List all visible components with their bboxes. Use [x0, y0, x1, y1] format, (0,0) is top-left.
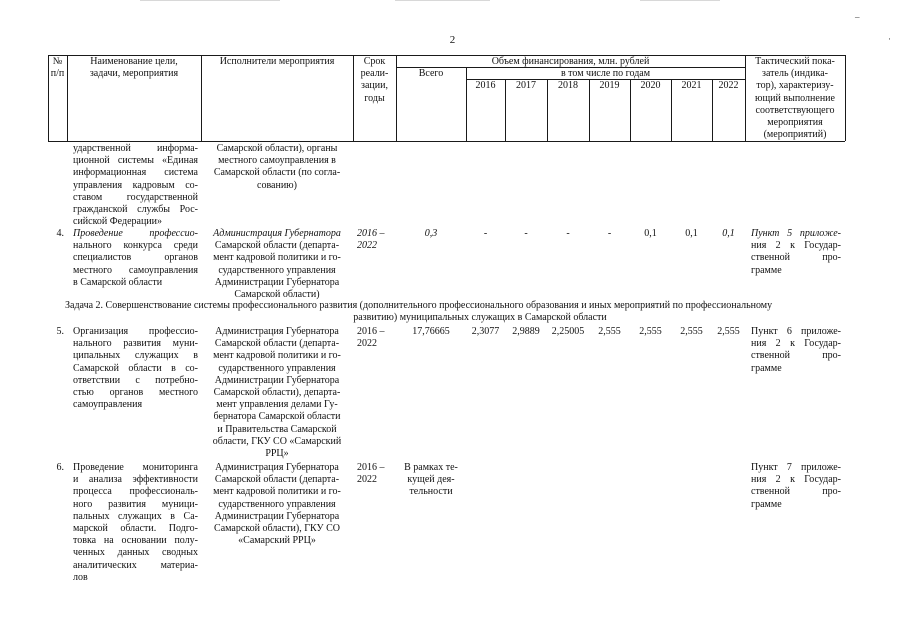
- row-term: 2016 – 2022: [357, 228, 385, 252]
- row-executors: Администрация Губернатора Самарской области (департа- мент кадровой политики и го- сударственного управления Администрации Губернатора Самарской области): [213, 228, 341, 301]
- row-number: 4.: [56, 228, 64, 239]
- page-number: 2: [449, 34, 456, 46]
- row-year-value: 2,3077: [471, 326, 500, 337]
- row-year-value: 2,555: [639, 326, 662, 337]
- header-year: 2017: [516, 80, 536, 91]
- scan-edge-line: [640, 0, 720, 1]
- row-number: 5.: [56, 326, 64, 337]
- header-year: 2022: [718, 80, 739, 91]
- continuation-name: ударственной информа- ционной системы «Единая информационная система управления кадровым со- ставом государственной гражданской службы Рос- сийской Федерации»: [73, 143, 198, 228]
- header-year: 2020: [640, 80, 661, 91]
- row-name: Организация профессио- нального развития муни- ципальных служащих в Самарской области в со- ответствии с потребно- стью органов местного самоуправления: [73, 326, 198, 411]
- row-total: 0,3: [424, 228, 438, 239]
- row-total: В рамках те- кущей дея- тельности: [404, 462, 458, 498]
- row-total: 17,76665: [412, 326, 450, 337]
- scan-edge-line: [140, 0, 280, 1]
- row-indicator: Пункт 5 приложе- ния 2 к Государ- ственной про- грамме: [751, 228, 841, 276]
- row-year-value: 2,555: [680, 326, 703, 337]
- row-executors: Администрация Губернатора Самарской области (департа- мент кадровой политики и го- сударственного управления Администрации Губернатора Самарской области), департа- мент управления делами Гу- бернатора Самарской области и Правительства Самарской области, ГКУ СО «Самарский РРЦ»: [212, 326, 342, 460]
- row-year-value: 2,25005: [551, 326, 585, 337]
- scan-mark: –: [855, 12, 860, 22]
- row-name: Проведение профессио- нального конкурса среди специалистов органов местного самоуправления в Самарской области: [73, 228, 198, 288]
- task-2-title: Задача 2. Совершенствование системы профессионального развития (дополнительного профессионального образования и иных мероприятий по профессиональному: [65, 300, 773, 311]
- row-indicator: Пункт 6 приложе- ния 2 к Государ- ственной про- грамме: [751, 326, 841, 374]
- row-term: 2016 – 2022: [357, 462, 385, 486]
- header-year: 2019: [599, 80, 620, 91]
- row-term: 2016 – 2022: [357, 326, 385, 350]
- scan-mark: ·: [888, 34, 891, 44]
- header-name: Наименование цели, задачи, мероприятия: [89, 56, 179, 80]
- row-executors: Администрация Губернатора Самарской области (департа- мент кадровой политики и го- сударственного управления Администрации Губернатора Самарской области), ГКУ СО «Самарский РРЦ»: [213, 462, 341, 547]
- header-year: 2016: [475, 80, 496, 91]
- task-2-title-cont: развитию) муниципальных служащих в Самарской области: [353, 312, 607, 323]
- row-year-value: -: [566, 228, 570, 239]
- row-year-value: -: [483, 228, 488, 239]
- row-year-value: -: [524, 228, 528, 239]
- row-year-value: 0,1: [685, 228, 698, 239]
- row-year-value: 2,9889: [512, 326, 540, 337]
- row-year-value: -: [607, 228, 612, 239]
- row-name: Проведение мониторинга и анализа эффективности процесса профессиональ- ного развития муници- пальных служащих в Са- марской области. Подго- товка на основании полу- ченных данных сводных аналитических материа- лов: [73, 462, 198, 583]
- header-num: № п/п: [50, 56, 65, 80]
- scan-edge-line: [395, 0, 490, 1]
- header-financing: Объем финансирования, млн. рублей: [491, 56, 650, 67]
- row-year-value: 0,1: [722, 228, 735, 239]
- row-year-value: 2,555: [717, 326, 740, 337]
- continuation-executors: Самарской области), органы местного самоуправления в Самарской области (по согла- сованию): [213, 143, 341, 191]
- header-indicator: Тактический пока- затель (индика- тор), характеризу- ющий выполнение соответствующего мероприятия (мероприятий): [755, 56, 835, 141]
- row-indicator: Пункт 7 приложе- ния 2 к Государ- ственной про- грамме: [751, 462, 841, 510]
- header-year: 2021: [681, 80, 702, 91]
- row-year-value: 0,1: [644, 228, 657, 239]
- header-total: Всего: [418, 68, 444, 79]
- header-term: Срок реали- зации, годы: [360, 56, 389, 104]
- header-executors: Исполнители мероприятия: [219, 56, 335, 67]
- row-year-value: 2,555: [598, 326, 621, 337]
- header-by-years: в том числе по годам: [560, 68, 651, 79]
- header-year: 2018: [558, 80, 578, 91]
- row-number: 6.: [56, 462, 64, 473]
